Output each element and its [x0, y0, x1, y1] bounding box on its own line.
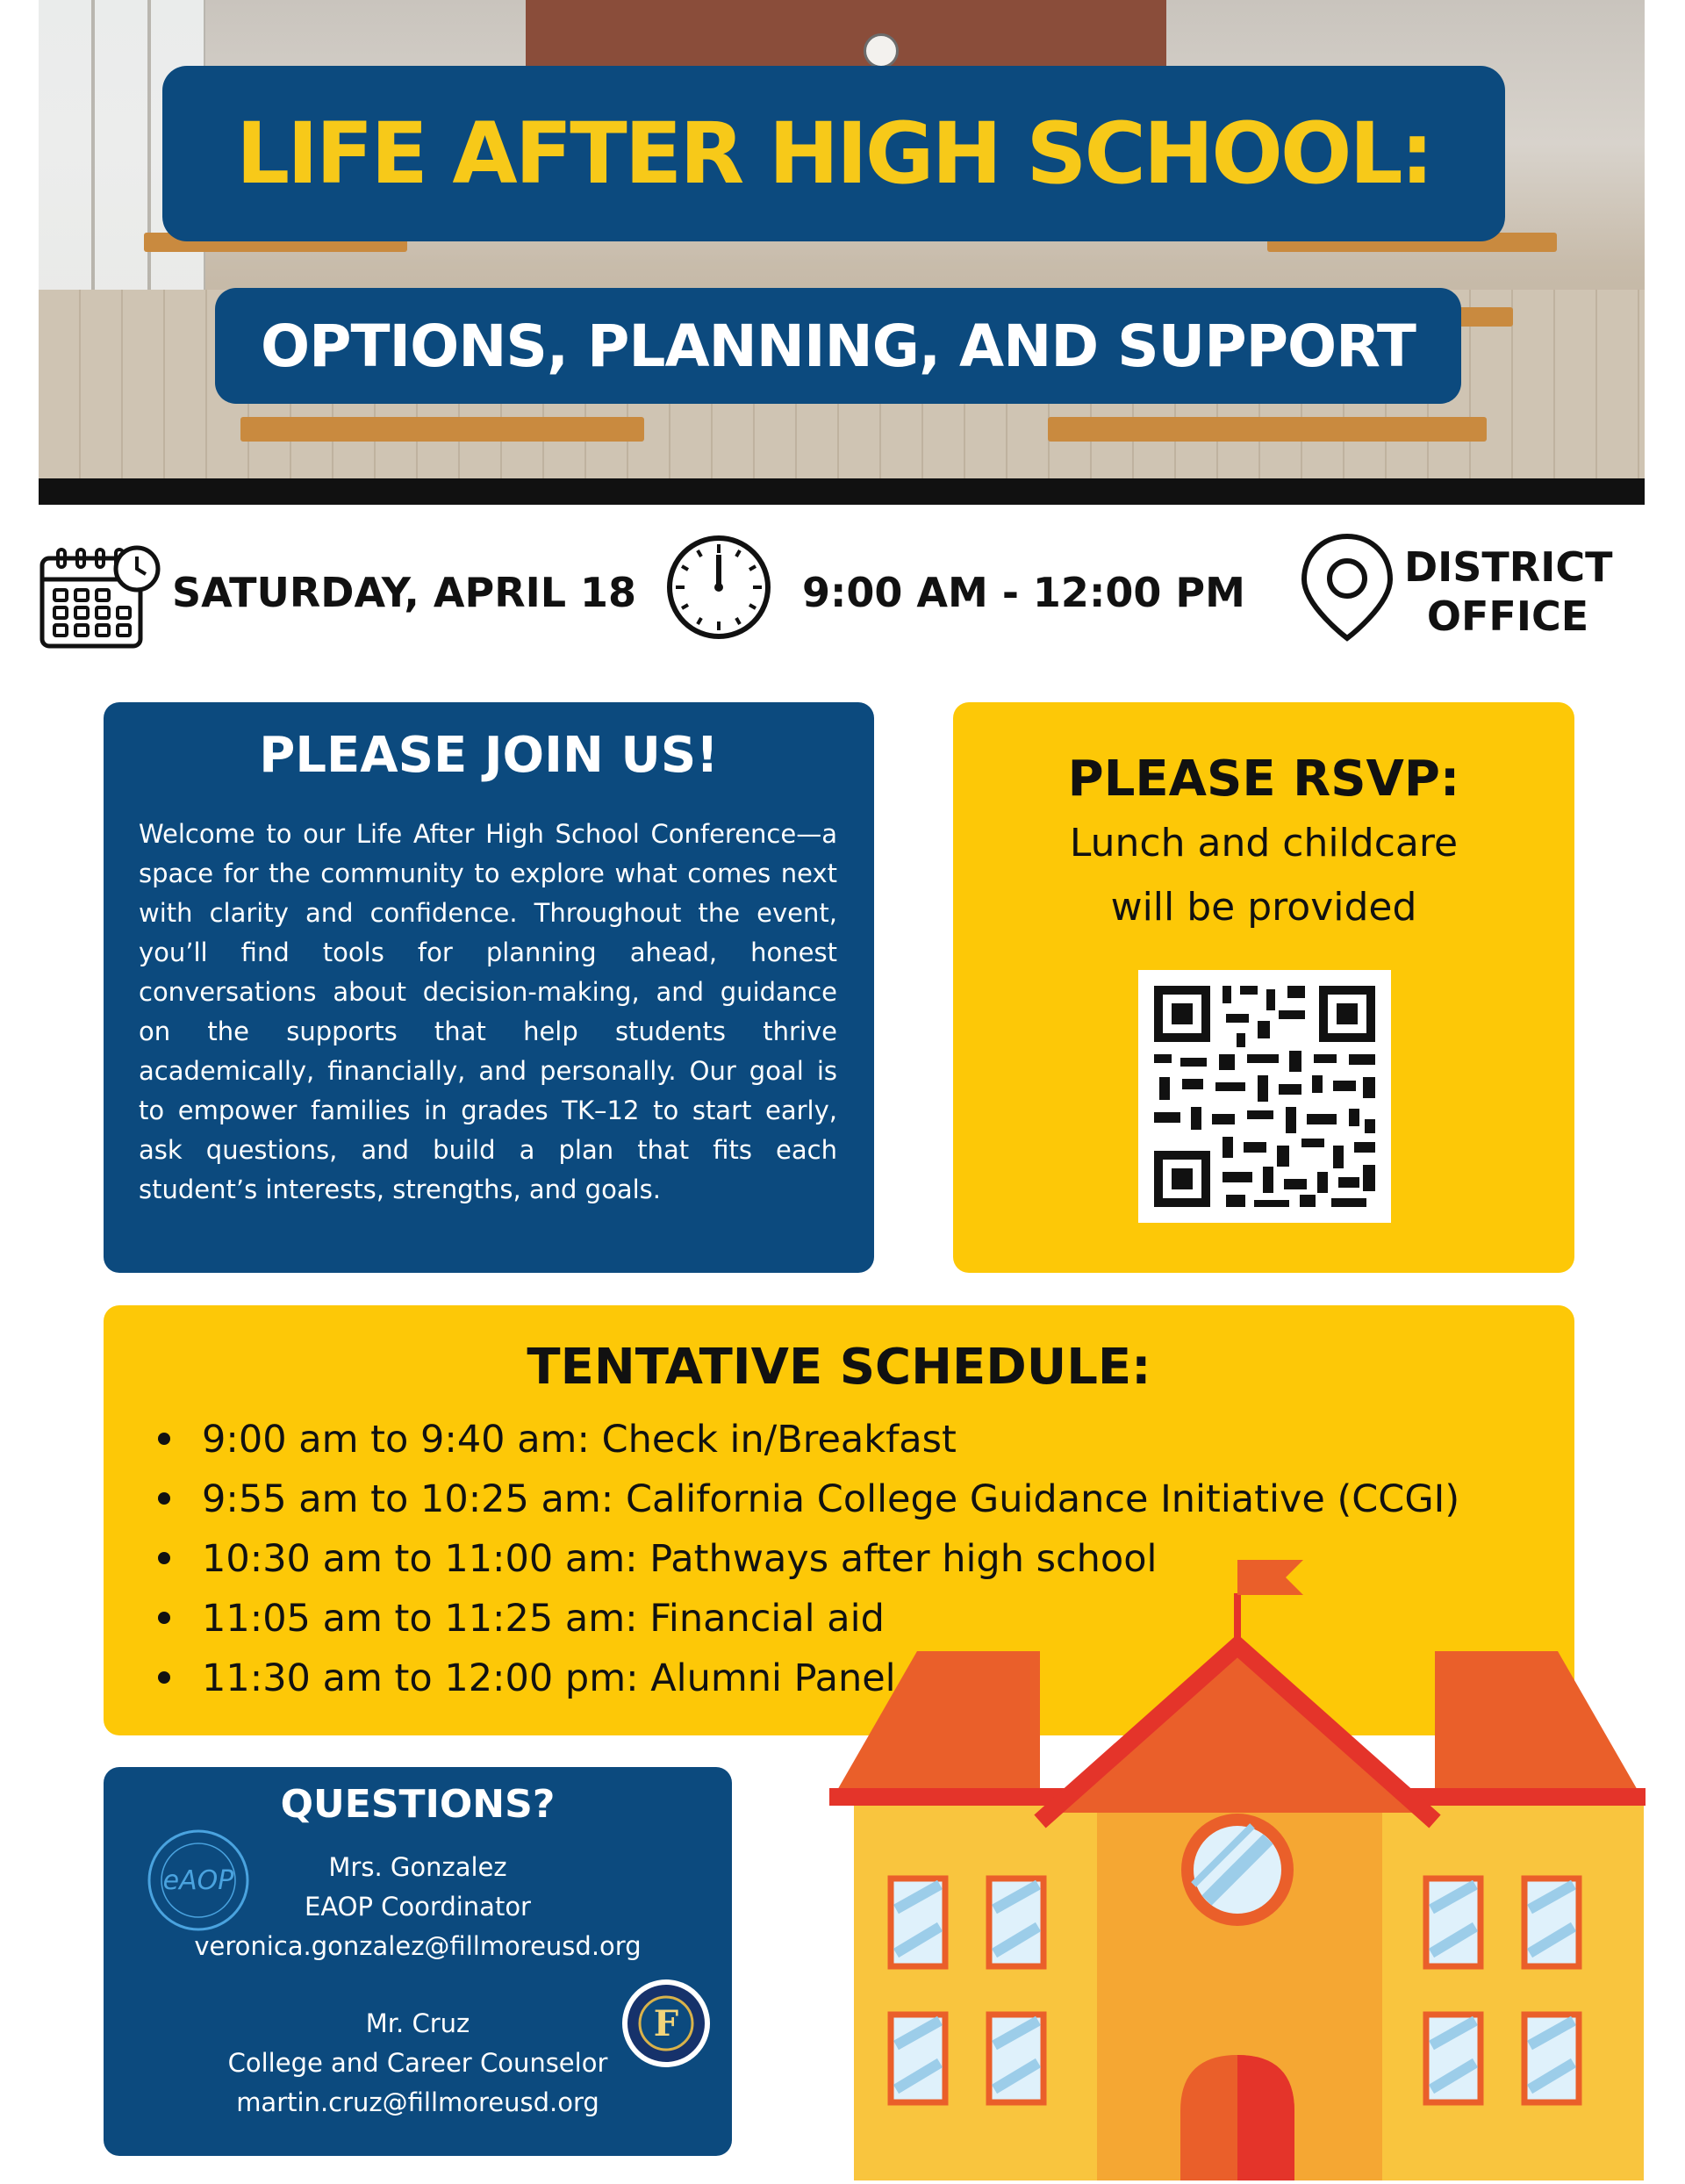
divider-bar	[39, 478, 1645, 505]
school-building-illustration	[829, 1558, 1646, 2180]
desk	[1048, 417, 1487, 442]
contact2-email[interactable]: martin.cruz@fillmoreusd.org	[236, 2087, 599, 2117]
schedule-title: TENTATIVE SCHEDULE:	[527, 1339, 1151, 1396]
location-pin-icon	[1299, 531, 1395, 645]
main-title: LIFE AFTER HIGH SCHOOL:	[162, 66, 1505, 241]
contact1-role: EAOP Coordinator	[305, 1892, 531, 1922]
rsvp-qr-code[interactable]	[1138, 970, 1391, 1223]
calendar-icon	[39, 544, 166, 650]
event-location	[1404, 542, 1611, 641]
location-line1: DISTRICT	[1404, 543, 1613, 591]
district-logo-letter: F	[653, 2003, 679, 2044]
schedule-item-text: 10:30 am to 11:00 am: Pathways after high school	[202, 1537, 1158, 1581]
rsvp-title: PLEASE RSVP:	[1067, 751, 1460, 808]
rsvp-line2: will be provided	[1110, 885, 1417, 930]
contact1-email[interactable]: veronica.gonzalez@fillmoreusd.org	[194, 1931, 642, 1961]
schedule-item-text: 9:55 am to 10:25 am: California College Guidance Initiative (CCGI)	[202, 1477, 1460, 1521]
brick-wall	[526, 0, 1166, 66]
rsvp-line1: Lunch and childcare	[1069, 821, 1459, 866]
schedule-item-text: 11:05 am to 11:25 am: Financial aid	[202, 1597, 885, 1641]
subtitle: OPTIONS, PLANNING, AND SUPPORT	[215, 288, 1461, 404]
join-body: Welcome to our Life After High School Conference—a space for the community to explore what comes next with clarity and confidence. Throughout the event, you’ll find tools for planning ahead, honest conversations about decision-making, and guidance on the supports that help students thrive academically, financially, and personally. Our goal is to empower families in grades TK–12 to start early, ask questions, and build a plan that fits each student’s interests, strengths, and goals.	[139, 819, 837, 1204]
district-logo	[620, 1978, 712, 2069]
bullet-icon	[158, 1492, 170, 1505]
desk	[240, 417, 644, 442]
join-title: PLEASE JOIN US!	[259, 727, 719, 784]
bullet-icon	[158, 1433, 170, 1445]
event-date: SATURDAY, APRIL 18	[172, 569, 637, 616]
bullet-icon	[158, 1552, 170, 1564]
location-line2: OFFICE	[1426, 593, 1589, 640]
bullet-icon	[158, 1612, 170, 1624]
contact2-name: Mr. Cruz	[365, 2008, 470, 2038]
schedule-item	[158, 1652, 896, 1705]
wall-clock-icon	[864, 33, 899, 68]
schedule-item-text: 9:00 am to 9:40 am: Check in/Breakfast	[202, 1418, 957, 1462]
schedule-item-text: 11:30 am to 12:00 pm: Alumni Panel	[202, 1656, 896, 1700]
contact2-role: College and Career Counselor	[227, 2048, 608, 2078]
schedule-item	[158, 1413, 957, 1466]
clock-icon	[665, 534, 772, 641]
schedule-item	[158, 1592, 885, 1645]
schedule-item	[158, 1473, 1459, 1526]
eaop-logo-text: eAOP	[162, 1865, 234, 1896]
contact1-name: Mrs. Gonzalez	[328, 1852, 507, 1882]
event-time: 9:00 AM - 12:00 PM	[802, 569, 1245, 616]
questions-title: QUESTIONS?	[280, 1782, 556, 1827]
bullet-icon	[158, 1671, 170, 1684]
eaop-logo	[146, 1828, 251, 1933]
